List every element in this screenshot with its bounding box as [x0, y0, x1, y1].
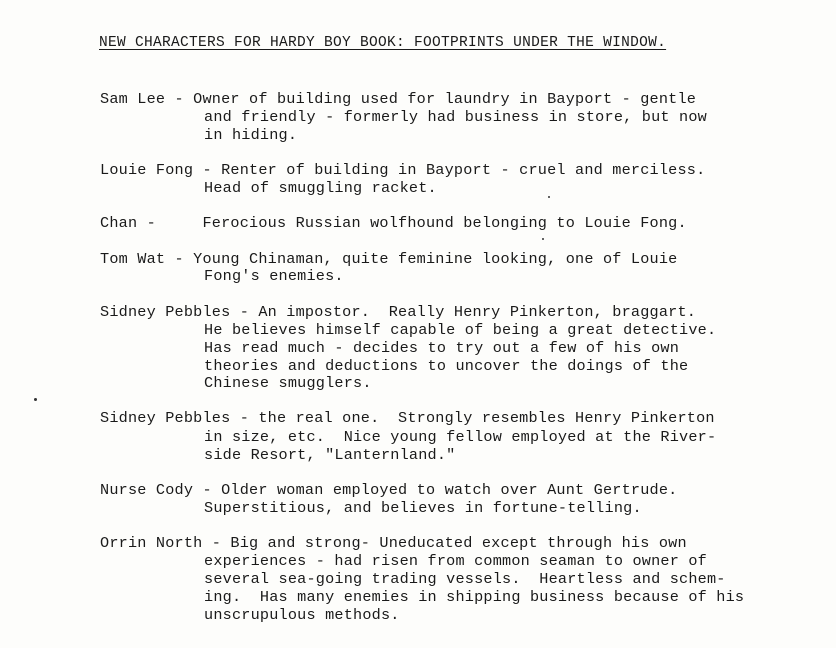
entry-line: Sidney Pebbles - An impostor. Really Henry Pinkerton, braggart. [100, 303, 697, 321]
entry-line: Nurse Cody - Older woman employed to watch over Aunt Gertrude. [100, 481, 678, 499]
entry-line: unscrupulous methods. [204, 606, 400, 624]
entry-line: several sea-going trading vessels. Heartless and schem- [204, 570, 726, 588]
entry-line: Orrin North - Big and strong- Uneducated except through his own [100, 534, 687, 552]
entry-line: Has read much - decides to try out a few of his own [204, 339, 680, 357]
entry-line: theories and deductions to uncover the doings of the [204, 357, 689, 375]
entry-line: experiences - had risen from common seaman to owner of [204, 552, 707, 570]
entry-line: Chinese smugglers. [204, 374, 372, 392]
entry-line: side Resort, "Lanternland." [204, 446, 456, 464]
page-title: NEW CHARACTERS FOR HARDY BOY BOOK: FOOTPRINTS UNDER THE WINDOW. [99, 35, 667, 51]
entry-line: in hiding. [204, 126, 298, 144]
entry-line: and friendly - formerly had business in store, but now [204, 108, 707, 126]
entry-line: Sidney Pebbles - the real one. Strongly resembles Henry Pinkerton [100, 409, 715, 427]
entry-line: in size, etc. Nice young fellow employed at the River- [204, 428, 717, 446]
entry-line: Louie Fong - Renter of building in Bayport - cruel and merciless. [100, 161, 706, 179]
entry-line: Chan - Ferocious Russian wolfhound belonging to Louie Fong. [100, 214, 687, 232]
entry-line: Fong's enemies. [204, 267, 344, 285]
entry-line: Superstitious, and believes in fortune-telling. [204, 499, 642, 517]
entry-line: ing. Has many enemies in shipping business because of his [204, 588, 745, 606]
scan-speck [542, 238, 544, 240]
entry-line: He believes himself capable of being a great detective. [204, 321, 717, 339]
entry-line: Tom Wat - Young Chinaman, quite feminine looking, one of Louie [100, 250, 678, 268]
scan-speck [34, 398, 37, 401]
entry-line: Head of smuggling racket. [204, 179, 437, 197]
entry-line: Sam Lee - Owner of building used for laundry in Bayport - gentle [100, 90, 697, 108]
scan-speck [548, 196, 550, 198]
